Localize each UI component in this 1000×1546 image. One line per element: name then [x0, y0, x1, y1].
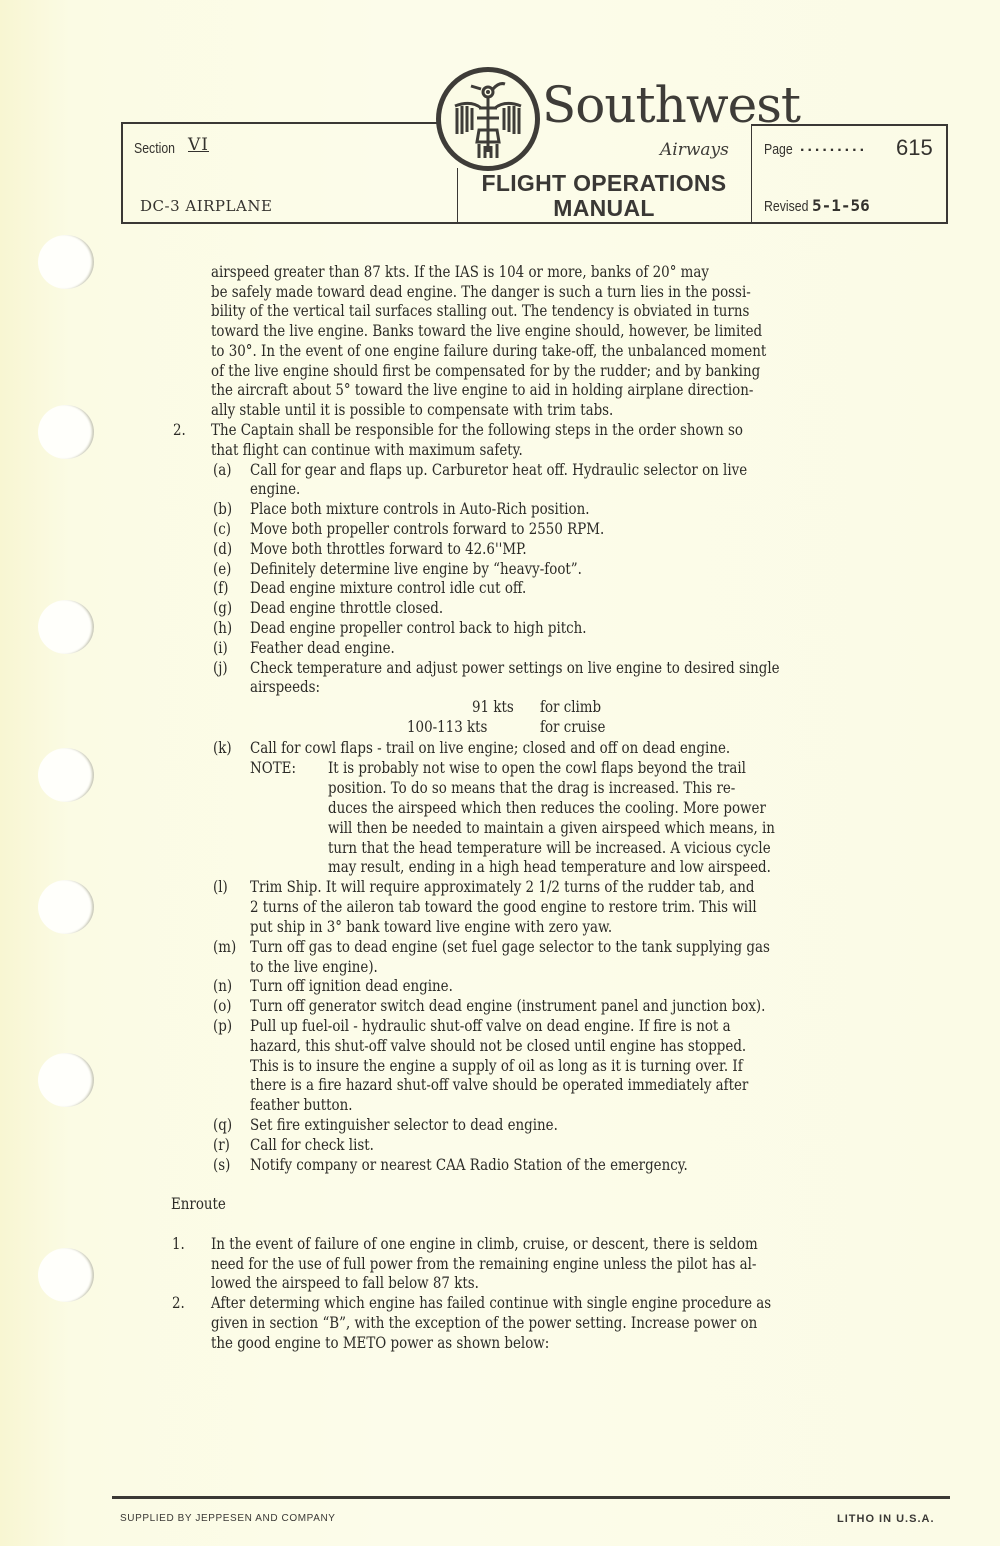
- text-line: ally stable until it is possible to compensate with trim tabs.: [211, 401, 614, 419]
- step-label: (o): [213, 997, 232, 1015]
- step-text: Definitely determine live engine by “heavy-foot”.: [250, 560, 582, 578]
- binder-hole: [38, 748, 94, 802]
- step-text: Turn off generator switch dead engine (instrument panel and junction box).: [250, 997, 766, 1015]
- step-label: (b): [213, 500, 233, 518]
- airspeed-purpose: for climb: [540, 698, 602, 716]
- item-number: 2.: [172, 1294, 185, 1312]
- binder-hole: [38, 235, 94, 289]
- brand-subtitle: Airways: [660, 140, 729, 160]
- text-line: bility of the vertical tail surfaces stalling out. The tendency is obviated in turns: [211, 302, 750, 320]
- note-text: duces the airspeed which then reduces the cooling. More power: [328, 799, 766, 817]
- step-label: (k): [213, 739, 232, 757]
- step-text: airspeeds:: [250, 678, 321, 696]
- text-line: the good engine to METO power as shown below:: [211, 1334, 550, 1352]
- text-line: given in section “B”, with the exception of the power setting. Increase power on: [211, 1314, 758, 1332]
- header-divider-1: [457, 168, 458, 223]
- step-label: (m): [213, 938, 237, 956]
- text-line: The Captain shall be responsible for the following steps in the order shown so: [211, 421, 743, 439]
- header-divider-2: [751, 124, 752, 223]
- header-right-border: [946, 124, 948, 223]
- step-label: (h): [213, 619, 233, 637]
- step-label: (q): [213, 1116, 233, 1134]
- airspeed-purpose: for cruise: [540, 718, 606, 736]
- step-text: Turn off ignition dead engine.: [250, 977, 453, 995]
- step-text: Pull up fuel-oil - hydraulic shut-off valve on dead engine. If fire is not a: [250, 1017, 731, 1035]
- step-text: Set fire extinguisher selector to dead engine.: [250, 1116, 558, 1134]
- page-leader-dots: .........: [800, 138, 868, 155]
- step-text: feather button.: [250, 1096, 353, 1114]
- text-line: to 30°. In the event of one engine failure during take-off, the unbalanced moment: [211, 342, 767, 360]
- item-number: 2.: [173, 421, 186, 439]
- step-label: (l): [213, 878, 228, 896]
- step-text: put ship in 3° bank toward live engine with zero yaw.: [250, 918, 613, 936]
- binder-hole: [38, 1053, 94, 1107]
- step-text: Check temperature and adjust power settings on live engine to desired single: [250, 659, 780, 677]
- step-label: (n): [213, 977, 233, 995]
- manual-title-line2: MANUAL: [553, 195, 655, 221]
- step-text: Dead engine propeller control back to high pitch.: [250, 619, 587, 637]
- step-text: Dead engine throttle closed.: [250, 599, 444, 617]
- page-number: 615: [896, 135, 933, 160]
- step-label: (i): [213, 639, 228, 657]
- thunderbird-icon: [441, 72, 535, 166]
- step-text: 2 turns of the aileron tab toward the good engine to restore trim. This will: [250, 898, 757, 916]
- step-text: Move both propeller controls forward to 2550 RPM.: [250, 520, 605, 538]
- step-text: Notify company or nearest CAA Radio Station of the emergency.: [250, 1156, 688, 1174]
- footer-rule: [112, 1496, 950, 1499]
- step-text: Call for gear and flaps up. Carburetor heat off. Hydraulic selector on live: [250, 461, 748, 479]
- revised-label: Revised: [764, 198, 809, 215]
- page-label: Page: [764, 141, 793, 158]
- text-line: that flight can continue with maximum safety.: [211, 441, 523, 459]
- section-label: Section: [134, 140, 176, 157]
- text-line: lowed the airspeed to fall below 87 kts.: [211, 1274, 479, 1292]
- manual-title: [459, 171, 749, 221]
- text-line: airspeed greater than 87 kts. If the IAS is 104 or more, banks of 20° may: [211, 263, 709, 281]
- text-line: of the live engine should first be compensated for by the rudder; and by banking: [211, 362, 761, 380]
- step-label: (a): [213, 461, 232, 479]
- step-text: to the live engine).: [250, 958, 378, 976]
- binder-hole: [38, 880, 94, 934]
- section-heading: Enroute: [171, 1195, 226, 1213]
- text-line: the aircraft about 5° toward the live engine to aid in holding airplane direction-: [211, 381, 754, 399]
- note-label: NOTE:: [250, 759, 296, 777]
- step-label: (p): [213, 1017, 233, 1035]
- step-label: (f): [213, 579, 229, 597]
- header-top-rule-left: [121, 122, 437, 124]
- note-text: may result, ending in a high head temperature and low airspeed.: [328, 858, 771, 876]
- note-text: will then be needed to maintain a given airspeed which means, in: [328, 819, 775, 837]
- step-text: Turn off gas to dead engine (set fuel gage selector to the tank supplying gas: [250, 938, 770, 956]
- step-text: Place both mixture controls in Auto-Rich position.: [250, 500, 590, 518]
- revised-date: 5-1-56: [812, 196, 870, 215]
- step-label: (g): [213, 599, 233, 617]
- text-line: be safely made toward dead engine. The danger is such a turn lies in the possi-: [211, 283, 751, 301]
- text-line: In the event of failure of one engine in climb, cruise, or descent, there is seldom: [211, 1235, 758, 1253]
- step-text: hazard, this shut-off valve should not be closed until engine has stopped.: [250, 1037, 747, 1055]
- step-label: (s): [213, 1156, 231, 1174]
- step-text: engine.: [250, 480, 301, 498]
- note-text: turn that the head temperature will be increased. A vicious cycle: [328, 839, 771, 857]
- binder-hole: [38, 405, 94, 459]
- binder-hole: [38, 1248, 94, 1302]
- text-line: toward the live engine. Banks toward the live engine should, however, be limited: [211, 322, 763, 340]
- binder-hole: [38, 600, 94, 654]
- note-text: It is probably not wise to open the cowl flaps beyond the trail: [328, 759, 746, 777]
- note-text: position. To do so means that the drag is increased. This re-: [328, 779, 736, 797]
- step-label: (j): [213, 659, 228, 677]
- step-text: Feather dead engine.: [250, 639, 395, 657]
- text-line: After determing which engine has failed continue with single engine procedure as: [211, 1294, 772, 1312]
- step-text: Move both throttles forward to 42.6''MP.: [250, 540, 527, 558]
- step-text: Call for check list.: [250, 1136, 374, 1154]
- brand-name: Southwest: [542, 76, 800, 134]
- header-left-border: [121, 122, 123, 223]
- supplier-credit: SUPPLIED BY JEPPESEN AND COMPANY: [120, 1513, 336, 1524]
- text-line: need for the use of full power from the remaining engine unless the pilot has al-: [211, 1255, 757, 1273]
- section-number: VI: [188, 135, 209, 155]
- airspeed-value: 100-113 kts: [407, 718, 488, 736]
- step-text: Dead engine mixture control idle cut off.: [250, 579, 527, 597]
- step-label: (d): [213, 540, 233, 558]
- step-text: Call for cowl flaps - trail on live engine; closed and off on dead engine.: [250, 739, 731, 757]
- step-label: (r): [213, 1136, 230, 1154]
- print-origin: LITHO IN U.S.A.: [837, 1513, 935, 1525]
- manual-title-line1: FLIGHT OPERATIONS: [481, 170, 727, 196]
- item-number: 1.: [172, 1235, 185, 1253]
- step-text: there is a fire hazard shut-off valve should be operated immediately after: [250, 1076, 749, 1094]
- aircraft-type: DC-3 AIRPLANE: [140, 197, 273, 215]
- header-bottom-rule: [121, 222, 948, 224]
- step-label: (e): [213, 560, 232, 578]
- thunderbird-logo-icon: [436, 67, 540, 171]
- step-text: Trim Ship. It will require approximately 2 1/2 turns of the rudder tab, and: [250, 878, 755, 896]
- step-label: (c): [213, 520, 231, 538]
- step-text: This is to insure the engine a supply of oil as long as it is turning over. If: [250, 1057, 743, 1075]
- airspeed-value: 91 kts: [472, 698, 514, 716]
